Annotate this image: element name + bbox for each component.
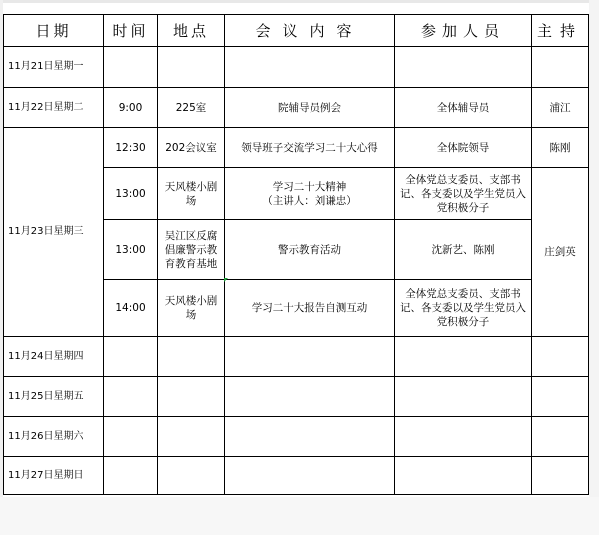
- location-cell: 天风楼小剧场: [158, 280, 225, 337]
- top-strip: [0, 0, 599, 3]
- time-cell: [104, 377, 158, 417]
- attendees-cell: [395, 377, 532, 417]
- time-cell: [104, 47, 158, 88]
- table-row: [4, 47, 589, 88]
- content-line-2: （主讲人：刘谦忠）: [262, 194, 357, 207]
- attendees-cell: 全体党总支委员、支部书记、各支委以及学生党员入党积极分子: [395, 168, 532, 220]
- time-cell: 13:00: [104, 168, 158, 220]
- date-cell: 11月24日星期四: [4, 337, 104, 377]
- content-cell: [225, 47, 395, 88]
- table-row: [4, 337, 589, 377]
- location-cell: 天风楼小剧场: [158, 168, 225, 220]
- date-cell: 11月23日星期三: [4, 128, 104, 337]
- host-cell: 庄剑英: [532, 168, 589, 337]
- time-cell: 14:00: [104, 280, 158, 337]
- table-row: [4, 377, 589, 417]
- schedule-table: [3, 14, 589, 495]
- attendees-cell: 全体辅导员: [395, 88, 532, 128]
- header-row: [4, 15, 589, 47]
- attendees-cell: 沈新艺、陈刚: [395, 220, 532, 280]
- date-cell: 11月21日星期一: [4, 47, 104, 88]
- table-row: [4, 457, 589, 495]
- attendees-cell: [395, 337, 532, 377]
- date-cell: 11月26日星期六: [4, 417, 104, 457]
- header-attendees: 参加人员: [395, 15, 532, 47]
- time-cell: 13:00: [104, 220, 158, 280]
- content-cell: [225, 168, 395, 220]
- host-cell: 浦江: [532, 88, 589, 128]
- header-location: 地点: [158, 15, 225, 47]
- content-cell: [225, 417, 395, 457]
- attendees-cell: 全体党总支委员、支部书记、各支委以及学生党员入党积极分子: [395, 280, 532, 337]
- content-cell: [225, 337, 395, 377]
- content-cell: 院辅导员例会: [225, 88, 395, 128]
- host-cell: [532, 377, 589, 417]
- time-cell: [104, 417, 158, 457]
- content-cell: 领导班子交流学习二十大心得: [225, 128, 395, 168]
- header-time: 时间: [104, 15, 158, 47]
- host-cell: [532, 457, 589, 495]
- content-cell: [225, 457, 395, 495]
- host-cell: 陈刚: [532, 128, 589, 168]
- location-cell: [158, 457, 225, 495]
- location-cell: 202会议室: [158, 128, 225, 168]
- location-cell: [158, 377, 225, 417]
- attendees-cell: [395, 457, 532, 495]
- header-host: 主持: [532, 15, 589, 47]
- attendees-cell: [395, 47, 532, 88]
- table-row: [4, 417, 589, 457]
- content-cell: 警示教育活动: [225, 220, 395, 280]
- time-cell: [104, 337, 158, 377]
- location-cell: [158, 337, 225, 377]
- attendees-cell: [395, 417, 532, 457]
- date-cell: 11月27日星期日: [4, 457, 104, 495]
- content-line-1: 学习二十大精神: [272, 180, 347, 193]
- content-cell: [225, 377, 395, 417]
- table-row: [4, 88, 589, 128]
- date-cell: 11月25日星期五: [4, 377, 104, 417]
- right-strip: [589, 0, 599, 535]
- table-row: [4, 128, 589, 168]
- content-cell: 学习二十大报告自测互动: [225, 280, 395, 337]
- time-cell: 12:30: [104, 128, 158, 168]
- location-cell: [158, 417, 225, 457]
- location-cell: 吴江区反腐倡廉警示教育教育基地: [158, 220, 225, 280]
- location-cell: 225室: [158, 88, 225, 128]
- header-date: 日期: [4, 15, 104, 47]
- host-cell: [532, 417, 589, 457]
- header-content: 会议内容: [225, 15, 395, 47]
- attendees-cell: 全体院领导: [395, 128, 532, 168]
- host-cell: [532, 47, 589, 88]
- location-cell: [158, 47, 225, 88]
- date-cell: 11月22日星期二: [4, 88, 104, 128]
- cell-comment-marker: [224, 278, 228, 282]
- time-cell: 9:00: [104, 88, 158, 128]
- time-cell: [104, 457, 158, 495]
- bottom-strip: [0, 497, 599, 535]
- host-cell: [532, 337, 589, 377]
